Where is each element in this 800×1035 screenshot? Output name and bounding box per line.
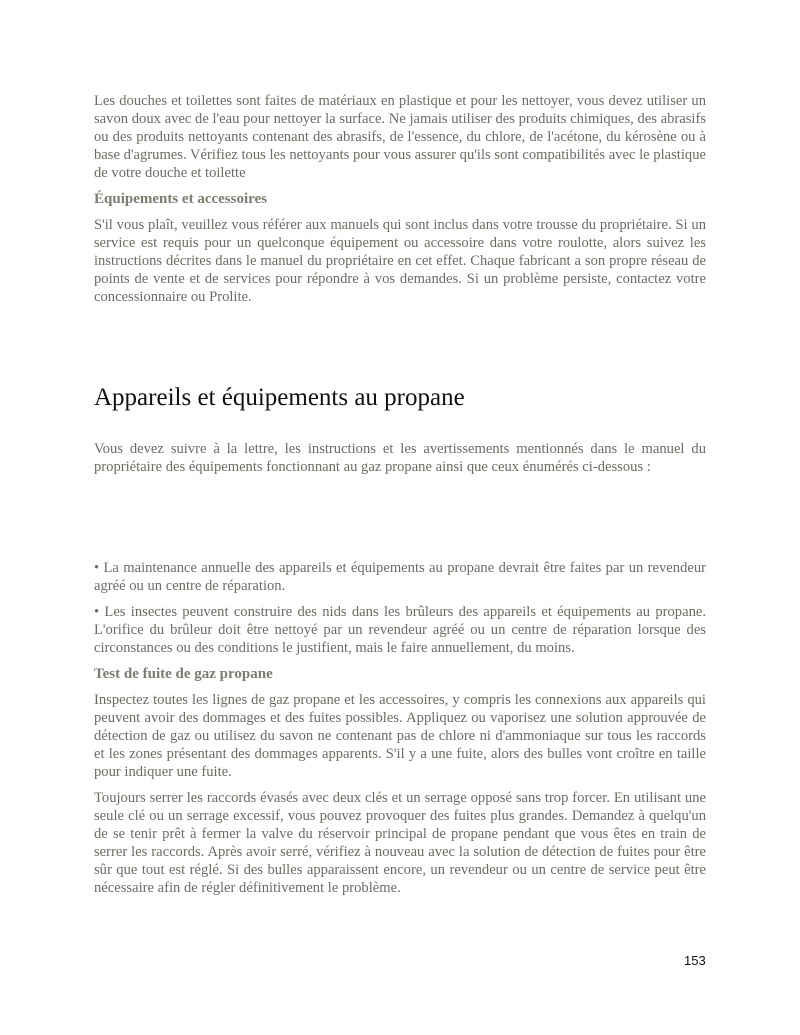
propane-details-block xyxy=(94,559,706,897)
equipment-paragraph: S'il vous plaît, veuillez vous référer aux manuels qui sont inclus dans votre trousse du propriétaire. Si un service est requis pour un quelconque équipement ou accessoire dans votre roulotte, alors suivez les instructions décrites dans le manuel du propriétaire en cet effet. Chaque fabricant a son propre réseau de points de vente et de services pour répondre à vos demandes. Si un problème persiste, contactez votre concessionnaire ou Prolite. xyxy=(94,217,706,305)
equipment-heading: Équipements et accessoires xyxy=(94,191,268,207)
page-number: 153 xyxy=(684,953,706,968)
intro-paragraph: Les douches et toilettes sont faites de matériaux en plastique et pour les nettoyer, vous devez utiliser un savon doux avec de l'eau pour nettoyer la surface. Ne jamais utiliser des produits chimiques, des abrasifs ou des produits nettoyants contenant des abrasifs, de l'essence, du chlore, de l'acétone, du kérosène ou à base d'agrumes. Vérifiez tous les nettoyants pour vous assurer qu'ils sont compatibilités avec le plastique de votre douche et toilette xyxy=(94,93,706,181)
bullet-item: • La maintenance annuelle des appareils et équipements au propane devrait être faites par un revendeur agréé ou un centre de réparation. xyxy=(94,560,706,594)
propane-section-title: Appareils et équipements au propane xyxy=(94,384,465,411)
propane-intro-paragraph: Vous devez suivre à la lettre, les instructions et les avertissements mentionnés dans le manuel du propriétaire des équipements fonctionnant au gaz propane ainsi que ceux énumérés ci-dessous : xyxy=(94,441,706,475)
leak-test-paragraph: Inspectez toutes les lignes de gaz propane et les accessoires, y compris les connexions aux appareils qui peuvent avoir des dommages et des fuites possibles. Appliquez ou vaporisez une solution approuvée de détection de gaz ou utilisez du savon ne contenant pas de chlore ni d'ammoniaque sur tous les raccords et les zones présentant des dommages apparents. S'il y a une fuite, alors des bulles vont croître en taille pour indiquer une fuite. xyxy=(94,692,706,780)
bullet-item: • Les insectes peuvent construire des nids dans les brûleurs des appareils et équipements au propane. L'orifice du brûleur doit être nettoyé par un revendeur agréé ou un centre de réparation lorsque des circonstances ou des conditions le justifient, mais le faire annuellement, du moins. xyxy=(94,604,706,656)
leak-test-paragraph: Toujours serrer les raccords évasés avec deux clés et un serrage opposé sans trop forcer. En utilisant une seule clé ou un serrage excessif, vous pouvez provoquer des fuites plus grandes. Demandez à quelqu'un de se tenir prêt à fermer la valve du réservoir principal de propane pendant que vous êtes en train de serrer les raccords. Après avoir serré, vérifiez à nouveau avec la solution de détection de fuites pour être sûr que tout est réglé. Si des bulles apparaissent encore, un revendeur ou un centre de service peut être nécessaire afin de régler définitivement le problème. xyxy=(94,790,706,896)
leak-test-heading: Test de fuite de gaz propane xyxy=(94,666,273,682)
top-content xyxy=(94,92,706,306)
propane-intro-block xyxy=(94,440,706,476)
